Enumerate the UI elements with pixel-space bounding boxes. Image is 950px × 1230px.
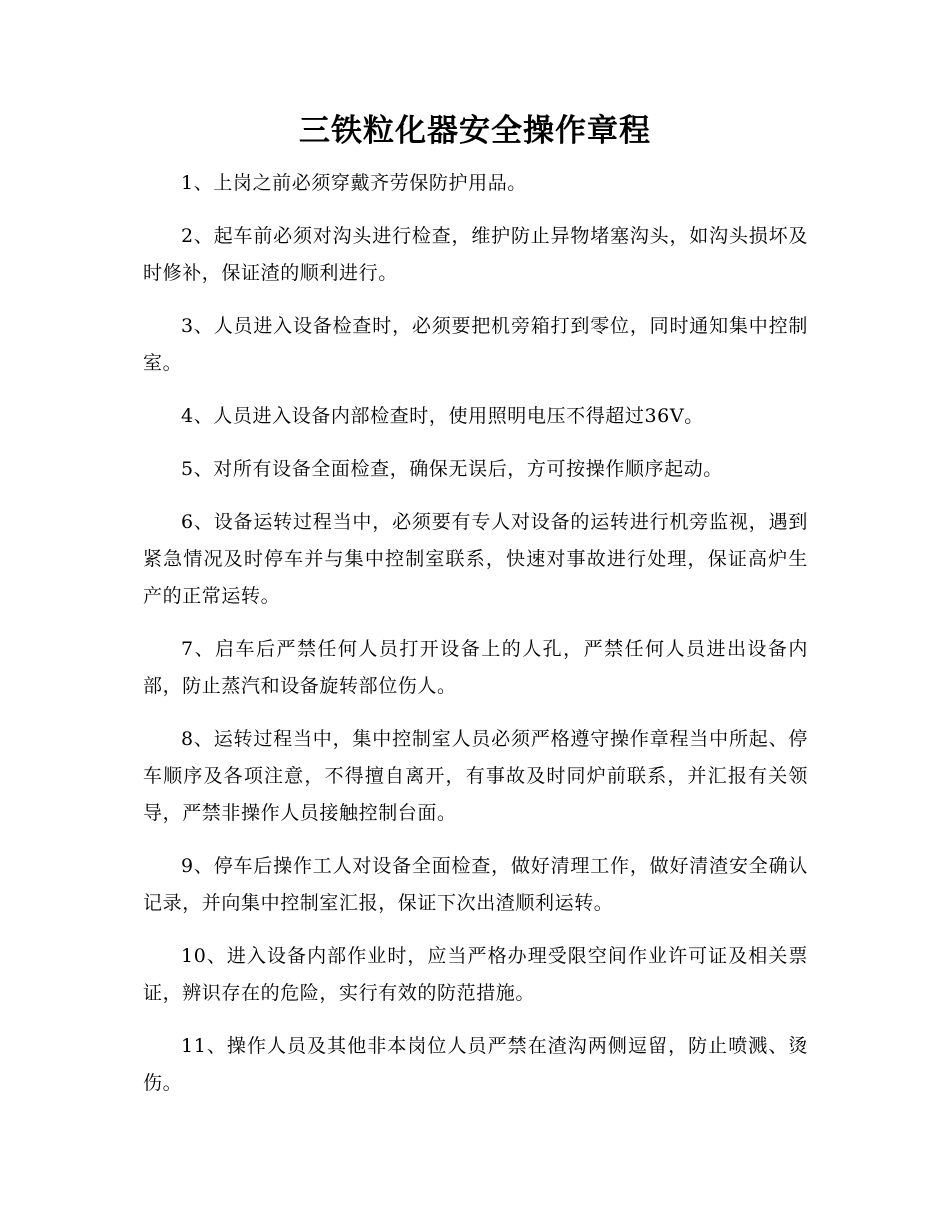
- paragraph-7: 7、启车后严禁任何人员打开设备上的人孔，严禁任何人员进出设备内部，防止蒸汽和设备旋转部位伤人。: [143, 638, 808, 697]
- paragraph-3: 3、人员进入设备检查时，必须要把机旁箱打到零位，同时通知集中控制室。: [143, 315, 808, 374]
- document-title: 三铁粒化器安全操作章程: [299, 113, 651, 149]
- paragraph-8: 8、运转过程当中，集中控制室人员必须严格遵守操作章程当中所起、停车顺序及各项注意，不得擅自离开，有事故及时同炉前联系，并汇报有关领导，严禁非操作人员接触控制台面。: [143, 728, 808, 824]
- paragraph-6: 6、设备运转过程当中，必须要有专人对设备的运转进行机旁监视，遇到紧急情况及时停车并与集中控制室联系，快速对事故进行处理，保证高炉生产的正常运转。: [143, 511, 808, 607]
- document-body: [143, 165, 808, 1118]
- paragraph-9: 9、停车后操作工人对设备全面检查，做好清理工作，做好清渣安全确认记录，并向集中控制室汇报，保证下次出渣顺利运转。: [143, 855, 808, 914]
- paragraph-10: 10、进入设备内部作业时，应当严格办理受限空间作业许可证及相关票证，辨识存在的危险，实行有效的防范措施。: [143, 945, 808, 1004]
- paragraph-4: 4、人员进入设备内部检查时，使用照明电压不得超过36V。: [181, 405, 704, 427]
- paragraph-11: 11、操作人员及其他非本岗位人员严禁在渣沟两侧逗留，防止喷溅、烫伤。: [143, 1035, 808, 1094]
- paragraph-2: 2、起车前必须对沟头进行检查，维护防止异物堵塞沟头，如沟头损坏及时修补，保证渣的顺利进行。: [143, 225, 808, 284]
- paragraph-1: 1、上岗之前必须穿戴齐劳保防护用品。: [181, 172, 527, 194]
- paragraph-5: 5、对所有设备全面检查，确保无误后，方可按操作顺序起动。: [181, 458, 723, 480]
